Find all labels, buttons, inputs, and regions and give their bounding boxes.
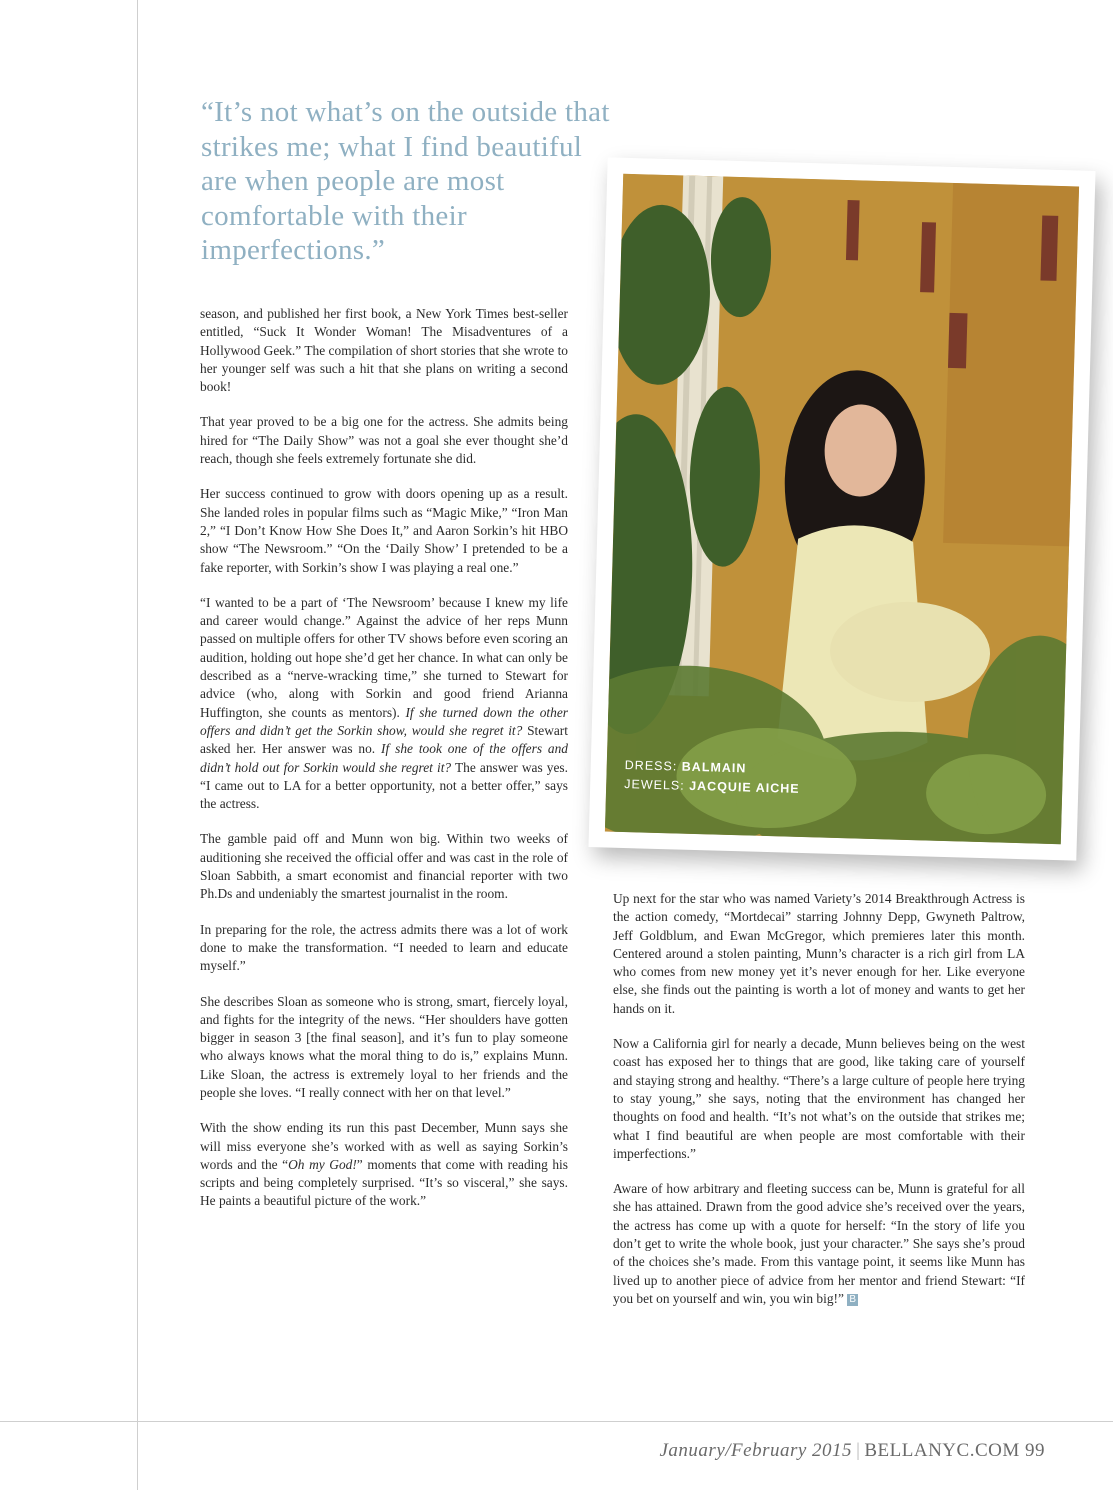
italic-question: If she turned down the other offers and didn’t get the Sorkin show, would she regret it? [200,704,569,738]
paragraph: That year proved to be a big one for the actress. She admits being hired for “The Daily Show” was not a goal she ever thought she’d reach, though she feels extremely fortunate she did. [200,414,568,467]
photo-credits [624,756,800,799]
italic-phrase: Oh my God! [288,1156,357,1172]
paragraph: She describes Sloan as someone who is strong, smart, fiercely loyal, and fights for the integrity of the news. “Her shoulders have gotten bigger in season 3 [the final season], and it’s fun to play someone who always knows what the moral thing to do is,” explains Munn. Like Sloan, the actress is extremely loyal to her friends and the people she loves. “I really connect with her on that level.” [200,993,568,1100]
photo-illustration [605,174,1079,844]
paragraph: The gamble paid off and Munn won big. Within two weeks of auditioning she received the official offer and was cast in the role of Sloan Sabbith, a smart economist and financial reporter with two Ph.Ds and undeniably the smartest journalist in the room. [200,831,568,902]
paragraph: “I wanted to be a part of ‘The Newsroom’ because I knew my life and career would change.” Against the advice of her reps Munn passed on multiple offers for other TV shows before even scoring an audition, holding out hope she’d get her chance. In what can only be described as a “nerve-wracking time,” she turned to Stewart for advice (who, along with Sorkin and good friend Arianna Huffington, she counts as mentors). If she turned down the other offers and didn’t get the Sorkin show, would she regret it? Stewart asked her. Her answer was no. If she took one of the offers and didn’t hold out for Sorkin would she regret it? The answer was yes. “I came out to LA for a better opportunity, not a better offer,” says the actress. [200,594,569,812]
portrait-photo [605,174,1079,844]
end-mark-icon: B [849,1293,856,1305]
paragraph: In preparing for the role, the actress admits there was a lot of work done to make the transformation. “I needed to learn and educate myself.” [200,921,568,974]
margin-rule-vertical [137,0,138,1490]
dress-credit: DRESS: BALMAIN [624,758,747,776]
site-name: BELLANYC.COM [864,1440,1020,1461]
paragraph: Aware of how arbitrary and fleeting success can be, Munn is grateful for all she has attained. Drawn from the good advice she’s received over the years, the actress has come up with a quote for herself: “In the story of life you don’t get to write the whole book, just your character.” She says she’s proud of the choices she’s made. From this vantage point, it seems like Munn has lived up to another piece of advice from her mentor and friend Stewart: “If you bet on yourself and win, you win big!” B [613,1181,1025,1306]
issue-date: January/February 2015 [659,1440,853,1461]
paragraph: Her success continued to grow with doors opening up as a result. She landed roles in popular films such as “Magic Mike,” “Iron Man 2,” “I Don’t Know How She Does It,” and Aaron Sorkin’s hit HBO show “The Newsroom.” “On the ‘Daily Show’ I pretended to be a fake reporter, with Sorkin’s show I was playing a real one.” [200,486,568,575]
italic-question: If she took one of the offers and didn’t hold out for Sorkin would she regret it? [200,741,568,775]
margin-rule-horizontal [0,1421,1113,1422]
paragraph: With the show ending its run this past December, Munn says she will miss everyone she’s worked with as well as saying Sorkin’s words and the “Oh my God!” moments that come with reading his scripts and being completely surprised. “It’s so visceral,” she says. He paints a beautiful picture of the work.” [200,1120,568,1209]
footer-separator: | [856,1440,861,1461]
photo-print [588,157,1095,860]
page-number: 99 [1025,1440,1045,1461]
pull-quote: “It’s not what’s on the outside that strikes me; what I find beautiful are when people are most comfortable with their imperfections.” [201,96,610,266]
paragraph: Up next for the star who was named Variety’s 2014 Breakthrough Actress is the action comedy, “Mortdecai” starring Johnny Depp, Gwyneth Paltrow, Jeff Goldblum, and Ewan McGregor, which premieres later this month. Centered around a stolen painting, Munn’s character is a rich girl from LA who comes from new money yet it’s never enough for her. Like everyone else, she finds out the painting is worth a lot of money and wants to get her hands on it. [613,891,1025,1016]
jewels-credit: JEWELS: JACQUIE AICHE [624,777,800,796]
paragraph: Now a California girl for nearly a decade, Munn believes being on the west coast has exposed her to things that are good, like taking care of yourself and staying strong and healthy. “There’s a large culture of people here trying to stay young,” she says, noting that the environment has changed her thoughts on food and health. “It’s not what’s on the outside that strikes me; what I find beautiful are when people are most comfortable with their imperfections.” [613,1036,1025,1161]
page-footer [660,1440,1046,1462]
article-column-left [200,305,568,1228]
paragraph: season, and published her first book, a New York Times best-seller entitled, “Suck It Wonder Woman! The Misadventures of a Hollywood Geek.” The compilation of short stories that she wrote to her younger self was such a hit that she plans on writing a second book! [200,306,568,395]
article-column-right [613,890,1025,1325]
